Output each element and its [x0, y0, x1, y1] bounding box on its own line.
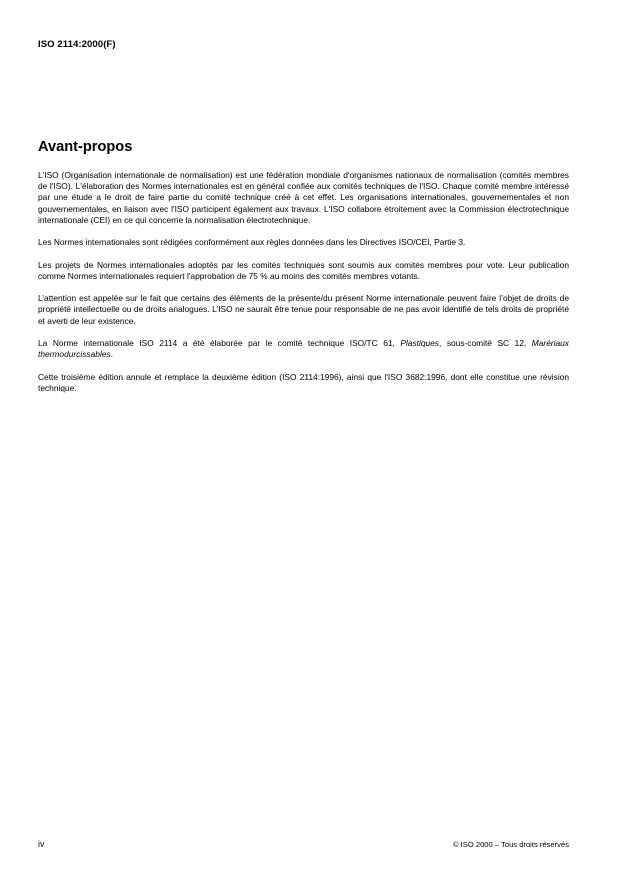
committee-text-2: , sous-comité SC 12, [438, 337, 532, 348]
paragraph-iso-organisation: L'ISO (Organisation internationale de normalisation) est une fédération mondiale d'organismes nationaux de normalisation (comités membres de l'ISO). L'élaboration des Normes internationales est en général confiée aux comités techniques de l'ISO. Chaque comité membre intéressé par une étude a le droit de faire partie du comité technique créé à cet effet. Les organisations internationales, gouvernementales et non gouvernementales, en liaison avec l'ISO participent également aux travaux. L'ISO collabore étroitement avec la Commission électrotechnique internationale (CEI) en ce qui concerne la normalisation électrotechnique. [38, 170, 569, 225]
committee-text-1: La Norme internationale ISO 2114 a été élaborée par le comité technique ISO/TC 61, [38, 337, 401, 348]
committee-text-3: . [110, 349, 113, 360]
document-id: ISO 2114:2000(F) [38, 39, 116, 50]
subcommittee-name: Marériaux thermodurcissables [38, 337, 569, 360]
copyright-notice: © ISO 2000 – Tous droits réservés [452, 840, 569, 849]
paragraph-patent-rights: L’attention est appelée sur le fait que certains des éléments de la présente/du présent Norme internationale peuvent faire l’objet de droits de propriété intellectuelle ou de droits analogues. L’ISO ne saurait être tenue pour responsable de ne pas avoir identifié de tels droits de propriété et averti de leur existence. [38, 293, 569, 326]
committee-name: Plastiques [400, 337, 439, 348]
paragraph-edition: Cette troisième édition annule et remplace la deuxième édition (ISO 2114:1996), ainsi que l'ISO 3682:1996, dont elle constitue une révision technique. [38, 371, 569, 393]
paragraph-directives: Les Normes internationales sont rédigées conformément aux règles données dans les Directives ISO/CEI, Partie 3. [38, 237, 466, 248]
foreword-body [38, 170, 569, 405]
section-title: Avant-propos [38, 139, 133, 155]
paragraph-voting: Les projets de Normes internationales adoptés par les comités techniques sont soumis aux comités membres pour vote. Leur publication comme Normes internationales requiert l'approbation de 75 % au moins des comités membres votants. [38, 259, 569, 281]
page-number: iv [38, 839, 45, 849]
paragraph-committee [38, 338, 569, 360]
